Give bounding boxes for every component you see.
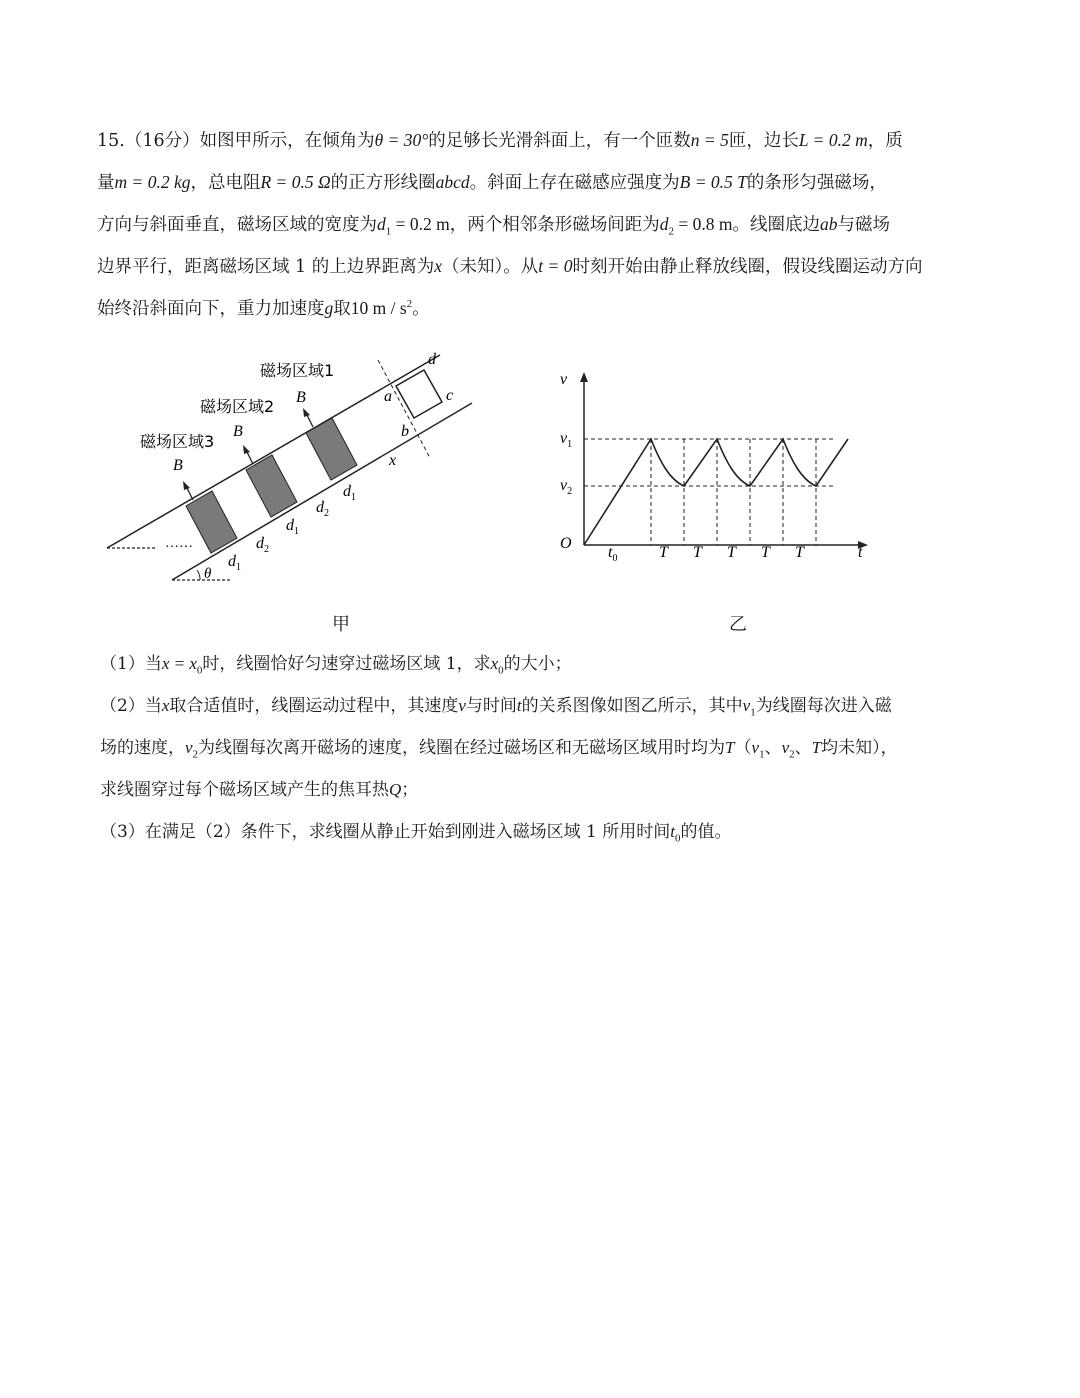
field-strip-1 [306,418,357,480]
d1-label-b: $d_1$ [286,517,299,537]
T-label-3: T [727,544,736,561]
text: 均未知）， [821,738,898,758]
T-label-2: T [693,544,702,561]
text: （3）在满足（2）条件下，求线圈从静止开始到刚进入磁场区域 1 所用时间 [100,822,671,842]
coil-c: c [446,387,454,404]
text: 时，线圈恰好匀速穿过磁场区域 1，求 [202,654,491,674]
B-arrowhead-3 [183,481,190,490]
q2-Q: Q [389,780,402,799]
region2-label: 磁场区域2 [200,397,275,416]
B-label-1: B [296,389,306,406]
caption-yi: 乙 [729,614,747,635]
text: 的关系图像如图乙所示，其中 [521,696,743,716]
q2-v1b: v [751,738,760,757]
text: ，质 [867,131,903,151]
q2-v1-sub: 1 [750,706,756,719]
B-label-2: B [233,423,243,440]
text: 取合适值时，线圈运动过程中，其速度 [169,696,459,716]
q1-x-sub: 0 [196,664,203,677]
m-equation: m = 0.2 kg [114,172,191,192]
q2-v2-sub: 2 [192,748,199,761]
text: 场的速度， [100,738,185,758]
q1-x-eq: x = x [161,654,197,673]
d2-val: = 0.8 m [673,214,733,234]
text: 的大小； [503,654,572,674]
d1-val: = 0.2 m [391,214,450,234]
q2-v2: v [185,738,193,757]
question-2-line-1 [100,694,892,718]
coil-b: b [401,423,409,440]
d2-sub: 2 [668,225,674,238]
text: ； [401,780,419,800]
d2-label-a: $d_2$ [316,499,329,519]
problem-line-4 [97,254,922,279]
q1-x0: x [490,654,499,673]
text: 的正方形线圈 [330,173,436,193]
text: 与时间 [465,696,517,716]
text: ，总电阻 [190,173,261,193]
v2-label: $v_2$ [560,477,573,497]
problem-line-5 [97,296,430,321]
text: 。线圈底边 [732,215,820,235]
question-3 [100,820,732,844]
text: ，两个相邻条形磁场间距为 [449,215,660,235]
q1-x0-sub: 0 [498,664,504,677]
origin-label: O [560,535,572,552]
L-equation: L = 0.2 m [798,130,868,150]
text: 。斜面上存在磁感应强度为 [469,173,680,193]
q2-Tb: T [811,738,822,757]
figure-jia [100,340,490,600]
d1-label-c: $d_1$ [228,553,241,573]
problem-line-2 [97,170,887,195]
text: 的值。 [680,822,732,842]
d1-sub: 1 [385,225,392,238]
question-2-line-3 [100,778,418,802]
text: 取 [333,299,351,319]
text: （1）当 [100,654,162,674]
B-equation: B = 0.5 T [679,172,747,192]
g-var: g [324,298,334,318]
figure-yi [540,360,880,580]
q2-v1b-sub: 1 [759,748,765,761]
q2-x: x [161,696,170,715]
text: 求线圈穿过每个磁场区域产生的焦耳热 [100,780,389,800]
v-t-curve [584,439,848,545]
problem-line-1 [97,128,903,153]
text: 。 [412,299,430,319]
ab-label: ab [819,214,838,234]
t0-label: $t_0$ [608,544,618,564]
q3-t-sub: 0 [675,832,681,845]
t-axis-label: t [858,544,863,561]
coil-a: a [384,388,392,405]
text: 匝，边长 [728,131,799,151]
text: （2）当 [100,696,162,716]
text: 如图甲所示，在倾角为 [199,131,375,151]
q2-T: T [725,738,735,757]
vertical-dashes [651,439,816,545]
text: 为线圈每次进入磁 [755,696,892,716]
n-equation: n = 5 [690,130,729,150]
text: 时刻开始由静止释放线圈，假设线圈运动方向 [572,257,923,277]
d1-label-a: $d_1$ [343,483,356,503]
problem-score: （16分） [124,131,200,151]
problem-number: 15. [97,131,125,151]
region1-label: 磁场区域1 [260,361,335,380]
text: 的条形匀强磁场， [746,173,887,193]
field-strip-2 [246,455,297,517]
g-val: 10 m / s [350,298,407,318]
dots: …… [165,536,193,551]
theta-equation: θ = 30° [374,130,429,150]
text: 量 [97,173,115,193]
d2-label-b: $d_2$ [256,535,269,555]
q3-t: t [670,822,675,841]
abcd-label: abcd [435,172,470,192]
text: 、 [764,738,782,758]
T-label-4: T [761,544,770,561]
question-2-line-2 [100,736,898,760]
B-label-3: B [173,457,183,474]
q2-v: v [458,696,466,715]
v1-label: $v_1$ [560,430,573,450]
d1-var: d [377,214,386,234]
text: 的足够长光滑斜面上，有一个匝数 [428,131,691,151]
text: 始终沿斜面向下，重力加速度 [97,299,325,319]
field-strip-3 [186,491,237,553]
T-label-5: T [795,544,804,561]
x-label: x [389,452,397,469]
coil-d: d [428,351,436,368]
text: 边界平行，距离磁场区域 1 的上边界距离为 [97,257,435,277]
v-axis-arrow [580,372,588,382]
text: （ [734,738,752,758]
d2-var: d [659,214,669,234]
question-1 [100,652,572,676]
text: （未知）。从 [442,257,539,277]
B-arrowhead-2 [243,445,250,454]
theta-arc [197,570,200,580]
q2-v1: v [742,696,751,715]
text: 、 [794,738,812,758]
q2-v2b-sub: 2 [789,748,795,761]
problem-line-3 [97,212,890,237]
theta-label: θ [204,566,212,582]
text: 为线圈每次离开磁场的速度，线圈在经过磁场区和无磁场区域用时均为 [198,738,726,758]
text: 与磁场 [837,215,890,235]
T-label-1: T [659,544,668,561]
q2-t: t [516,696,522,715]
caption-jia: 甲 [332,614,350,635]
R-equation: R = 0.5 Ω [260,172,331,192]
g-exp: 2 [406,298,413,311]
q2-v2b: v [781,738,790,757]
region3-label: 磁场区域3 [140,432,215,451]
x-var: x [434,256,443,276]
v-axis-label: v [560,371,568,388]
text: 方向与斜面垂直，磁场区域的宽度为 [97,215,377,235]
t0-equation: t = 0 [538,256,573,276]
B-arrowhead-1 [303,408,310,417]
